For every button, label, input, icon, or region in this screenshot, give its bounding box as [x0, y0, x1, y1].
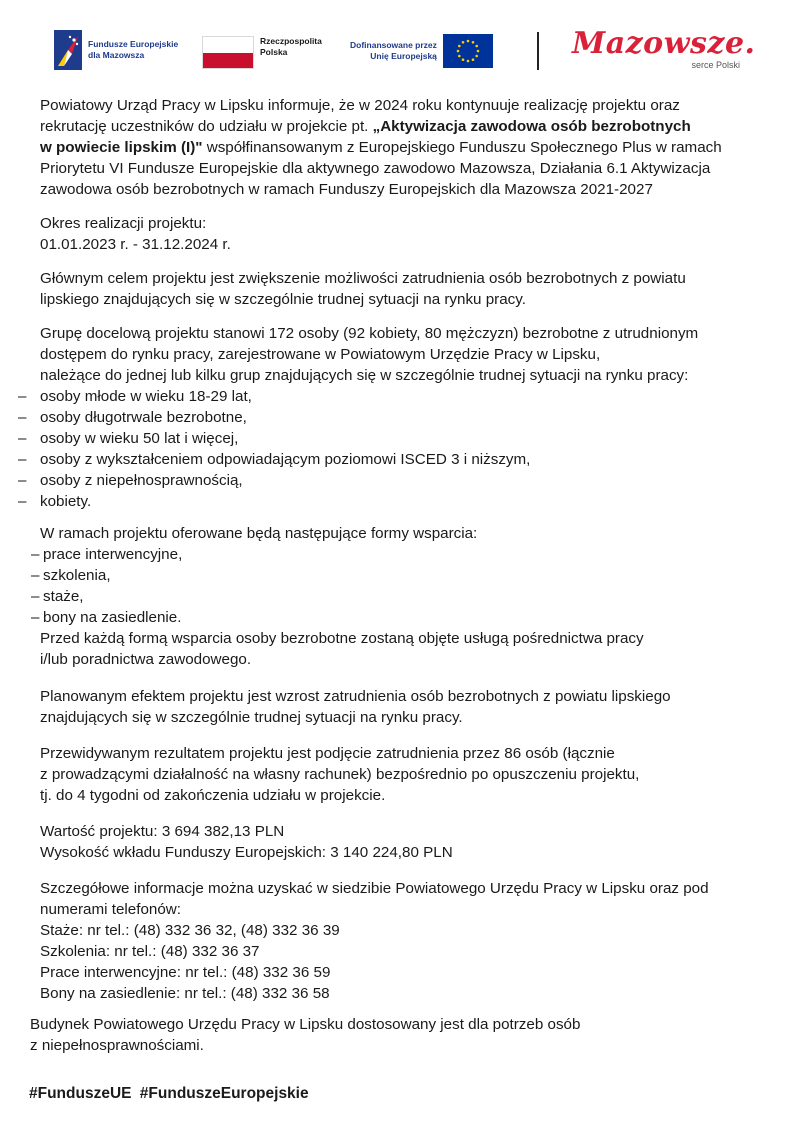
mazowsze-wordmark: Mazowsze. — [572, 26, 756, 61]
support-intro: W ramach projektu oferowane będą następujące formy wsparcia: — [40, 525, 478, 542]
logo-divider — [537, 32, 539, 70]
list-item — [31, 607, 760, 628]
target-section — [18, 323, 760, 512]
result-line-1: Przewidywanym rezultatem projektu jest podjęcie zatrudnienia przez 86 osób (łącznie — [40, 745, 615, 762]
goal-section — [40, 268, 760, 310]
mazowsze-logo — [572, 26, 756, 74]
support-section — [31, 523, 760, 670]
intro-line-2 — [40, 116, 760, 137]
contact-section — [40, 878, 760, 1004]
dash-glyph: – — [18, 409, 27, 426]
accessibility-line-2: z niepełnosprawnościami. — [30, 1037, 204, 1054]
eu-flag-icon — [443, 34, 493, 68]
intro-paragraph — [40, 95, 760, 200]
list-item-text: osoby z wykształceniem odpowiadającym poziomowi ISCED 3 i niższym, — [40, 451, 531, 468]
effect-line-1: Planowanym efektem projektu jest wzrost zatrudnienia osób bezrobotnych z powiatu lipskiego — [40, 688, 671, 705]
target-line-3: należące do jednej lub kilku grup znajdujących się w szczególnie trudnej sytuacji na rynku pracy: — [40, 367, 689, 384]
phone-line: Staże: nr tel.: (48) 332 36 32, (48) 332 36 39 — [40, 922, 340, 939]
list-item — [18, 407, 760, 428]
contact-line-1: Szczegółowe informacje można uzyskać w siedzibie Powiatowego Urzędu Pracy w Lipsku oraz pod — [40, 880, 709, 897]
list-item — [18, 428, 760, 449]
list-item — [18, 491, 760, 512]
polish-flag-icon — [202, 36, 254, 69]
list-item — [18, 386, 760, 407]
eu-logo-line1: Dofinansowane przez — [350, 40, 437, 50]
phone-line: Bony na zasiedlenie: nr tel.: (48) 332 36 58 — [40, 985, 330, 1002]
dash-glyph: – — [31, 588, 40, 605]
accessibility-line-1: Budynek Powiatowego Urzędu Pracy w Lipsku dostosowany jest dla potrzeb osób — [30, 1016, 581, 1033]
fe-logo — [54, 30, 178, 70]
list-item-text: staże, — [43, 588, 84, 605]
dash-glyph: – — [18, 430, 27, 447]
phone-line: Prace interwencyjne: nr tel.: (48) 332 36 59 — [40, 964, 331, 981]
list-item — [31, 586, 760, 607]
rp-logo — [202, 36, 322, 69]
support-forms-list — [31, 544, 760, 628]
list-item-text: osoby młode w wieku 18-29 lat, — [40, 388, 252, 405]
rp-logo-line1: Rzeczpospolita — [260, 36, 322, 46]
value-section — [40, 821, 760, 863]
list-item — [18, 470, 760, 491]
effect-section — [40, 686, 760, 728]
project-value: Wartość projektu: 3 694 382,13 PLN — [40, 823, 285, 840]
target-line-1: Grupę docelową projektu stanowi 172 osoby (92 kobiety, 80 mężczyzn) bezrobotne z utrudnionym — [40, 325, 699, 342]
logo-bar — [0, 0, 800, 90]
dash-glyph: – — [31, 567, 40, 584]
list-item-text: osoby z niepełnosprawnością, — [40, 472, 243, 489]
support-note-line-2: i/lub poradnictwa zawodowego. — [40, 651, 252, 668]
list-item-text: kobiety. — [40, 493, 92, 510]
result-line-2: z prowadzącymi działalność na własny rachunek) bezpośrednio po opuszczeniu projektu, — [40, 766, 640, 783]
dash-glyph: – — [31, 609, 40, 626]
period-section — [40, 213, 760, 255]
intro-line-1: Powiatowy Urząd Pracy w Lipsku informuje, że w 2024 roku kontynuuje realizację projektu oraz — [40, 97, 680, 114]
period-value: 01.01.2023 r. - 31.12.2024 r. — [40, 236, 231, 253]
intro-line-3-text: współfinansowanym z Europejskiego Funduszu Społecznego Plus w ramach — [202, 139, 722, 156]
list-item-text: szkolenia, — [43, 567, 111, 584]
dash-glyph: – — [18, 472, 27, 489]
list-item-text: bony na zasiedlenie. — [43, 609, 182, 626]
target-group-list — [18, 386, 760, 512]
dash-glyph: – — [18, 493, 27, 510]
fe-logo-line2: dla Mazowsza — [88, 50, 145, 60]
fundusze-europejskie-icon — [54, 30, 82, 70]
result-section — [40, 743, 760, 806]
eu-logo — [350, 34, 493, 68]
intro-line-3 — [40, 137, 760, 158]
list-item — [31, 565, 760, 586]
project-title-part1: „Aktywizacja zawodowa osób bezrobotnych — [372, 118, 691, 135]
rp-logo-line2: Polska — [260, 47, 288, 57]
mazowsze-tagline: serce Polski — [691, 60, 740, 70]
list-item-text: osoby w wieku 50 lat i więcej, — [40, 430, 239, 447]
project-title-part2: w powiecie lipskim (I)" — [40, 139, 203, 156]
fe-logo-line1: Fundusze Europejskie — [88, 39, 179, 49]
list-item — [31, 544, 760, 565]
contact-line-2: numerami telefonów: — [40, 901, 181, 918]
list-item — [18, 449, 760, 470]
target-line-2: dostępem do rynku pracy, zarejestrowane w Powiatowym Urzędzie Pracy w Lipsku, — [40, 346, 601, 363]
hashtags: #FunduszeUE #FunduszeEuropejskie — [29, 1085, 309, 1102]
eu-contribution: Wysokość wkładu Funduszy Europejskich: 3 140 224,80 PLN — [40, 844, 453, 861]
support-note-line-1: Przed każdą formą wsparcia osoby bezrobotne zostaną objęte usługą pośrednictwa pracy — [40, 630, 644, 647]
effect-line-2: znajdujących się w szczególnie trudnej sytuacji na rynku pracy. — [40, 709, 463, 726]
dash-glyph: – — [31, 546, 40, 563]
list-item-text: osoby długotrwale bezrobotne, — [40, 409, 247, 426]
intro-line-5: zawodowa osób bezrobotnych w ramach Funduszy Europejskich dla Mazowsza 2021-2027 — [40, 181, 653, 198]
document-body — [18, 95, 760, 1056]
intro-line-4: Priorytetu VI Fundusze Europejskie dla aktywnego zawodowo Mazowsza, Działania 6.1 Aktywizacja — [40, 160, 711, 177]
goal-line-1: Głównym celem projektu jest zwiększenie możliwości zatrudnienia osób bezrobotnych z powiatu — [40, 270, 686, 287]
dash-glyph: – — [18, 388, 27, 405]
result-line-3: tj. do 4 tygodni od zakończenia udziału w projekcie. — [40, 787, 386, 804]
list-item-text: prace interwencyjne, — [43, 546, 183, 563]
period-label: Okres realizacji projektu: — [40, 215, 207, 232]
accessibility-section — [30, 1014, 760, 1056]
eu-logo-line2: Unię Europejską — [370, 51, 437, 61]
phone-line: Szkolenia: nr tel.: (48) 332 36 37 — [40, 943, 260, 960]
dash-glyph: – — [18, 451, 27, 468]
goal-line-2: lipskiego znajdujących się w szczególnie trudnej sytuacji na rynku pracy. — [40, 291, 526, 308]
intro-line-2-text: rekrutację uczestników do udziału w projekcie pt. — [40, 118, 373, 135]
